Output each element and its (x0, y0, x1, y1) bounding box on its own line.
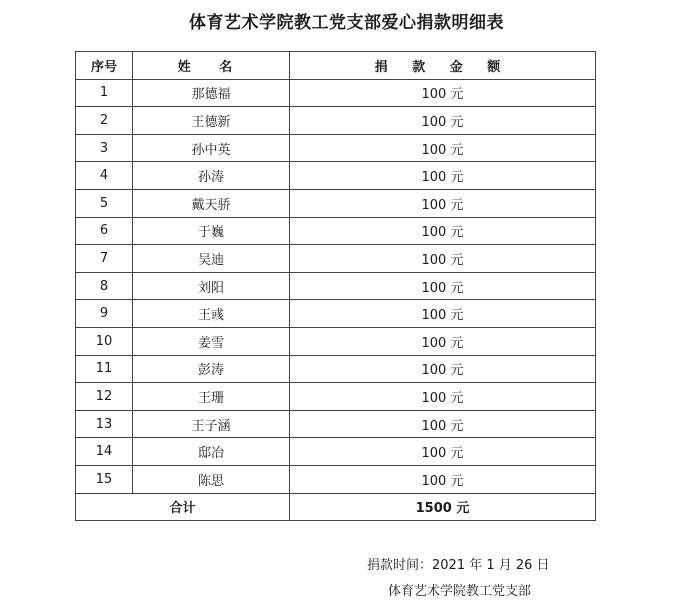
header-serial-number: 序号 (76, 52, 133, 80)
table-row (76, 189, 596, 217)
row-donor-name: 姜雪 (133, 327, 290, 355)
row-donation-amount: 100 元 (290, 300, 596, 328)
table-row (76, 355, 596, 383)
table-row (76, 300, 596, 328)
header-name: 姓 名 (133, 52, 290, 80)
row-donor-name: 王德新 (133, 107, 290, 135)
page-title: 体育艺术学院教工党支部爱心捐款明细表 (189, 13, 504, 33)
row-serial-number: 12 (76, 383, 133, 411)
row-donation-amount: 100 元 (290, 134, 596, 162)
table-total-row (76, 493, 596, 521)
table-row (76, 134, 596, 162)
total-amount: 1500 元 (290, 493, 596, 521)
row-serial-number: 14 (76, 438, 133, 466)
row-serial-number: 10 (76, 327, 133, 355)
table-row (76, 465, 596, 493)
donation-table (75, 51, 596, 521)
row-donation-amount: 100 元 (290, 327, 596, 355)
row-donor-name: 刘阳 (133, 272, 290, 300)
row-donor-name: 吴迪 (133, 245, 290, 273)
row-serial-number: 9 (76, 300, 133, 328)
table-row (76, 272, 596, 300)
header-donation-amount: 捐 款 金 额 (290, 52, 596, 80)
table-row (76, 107, 596, 135)
row-serial-number: 6 (76, 217, 133, 245)
row-serial-number: 5 (76, 189, 133, 217)
row-donor-name: 邸冶 (133, 438, 290, 466)
row-serial-number: 13 (76, 410, 133, 438)
row-donation-amount: 100 元 (290, 410, 596, 438)
row-donation-amount: 100 元 (290, 107, 596, 135)
row-donor-name: 于巍 (133, 217, 290, 245)
row-donation-amount: 100 元 (290, 162, 596, 190)
row-serial-number: 1 (76, 79, 133, 107)
table-row (76, 245, 596, 273)
table-body (76, 79, 596, 493)
total-label: 合计 (76, 493, 290, 521)
row-serial-number: 15 (76, 465, 133, 493)
table-row (76, 217, 596, 245)
row-donation-amount: 100 元 (290, 355, 596, 383)
table-row (76, 438, 596, 466)
row-serial-number: 7 (76, 245, 133, 273)
row-donor-name: 彭涛 (133, 355, 290, 383)
row-donation-amount: 100 元 (290, 217, 596, 245)
organization-signature: 体育艺术学院教工党支部 (388, 584, 532, 599)
row-serial-number: 11 (76, 355, 133, 383)
row-donor-name: 戴天骄 (133, 189, 290, 217)
table-header-row (76, 52, 596, 80)
row-donor-name: 王彧 (133, 300, 290, 328)
row-serial-number: 4 (76, 162, 133, 190)
row-donation-amount: 100 元 (290, 245, 596, 273)
row-donor-name: 王珊 (133, 383, 290, 411)
row-serial-number: 2 (76, 107, 133, 135)
row-donor-name: 孙涛 (133, 162, 290, 190)
row-donor-name: 孙中英 (133, 134, 290, 162)
table-row (76, 162, 596, 190)
row-serial-number: 3 (76, 134, 133, 162)
table-row (76, 383, 596, 411)
row-donation-amount: 100 元 (290, 79, 596, 107)
row-serial-number: 8 (76, 272, 133, 300)
row-donor-name: 陈思 (133, 465, 290, 493)
row-donor-name: 那德福 (133, 79, 290, 107)
row-donation-amount: 100 元 (290, 383, 596, 411)
donation-date: 捐款时间：2021 年 1 月 26 日 (367, 558, 550, 573)
row-donor-name: 王子涵 (133, 410, 290, 438)
row-donation-amount: 100 元 (290, 465, 596, 493)
row-donation-amount: 100 元 (290, 189, 596, 217)
table-row (76, 79, 596, 107)
row-donation-amount: 100 元 (290, 272, 596, 300)
row-donation-amount: 100 元 (290, 438, 596, 466)
table-row (76, 327, 596, 355)
table-row (76, 410, 596, 438)
